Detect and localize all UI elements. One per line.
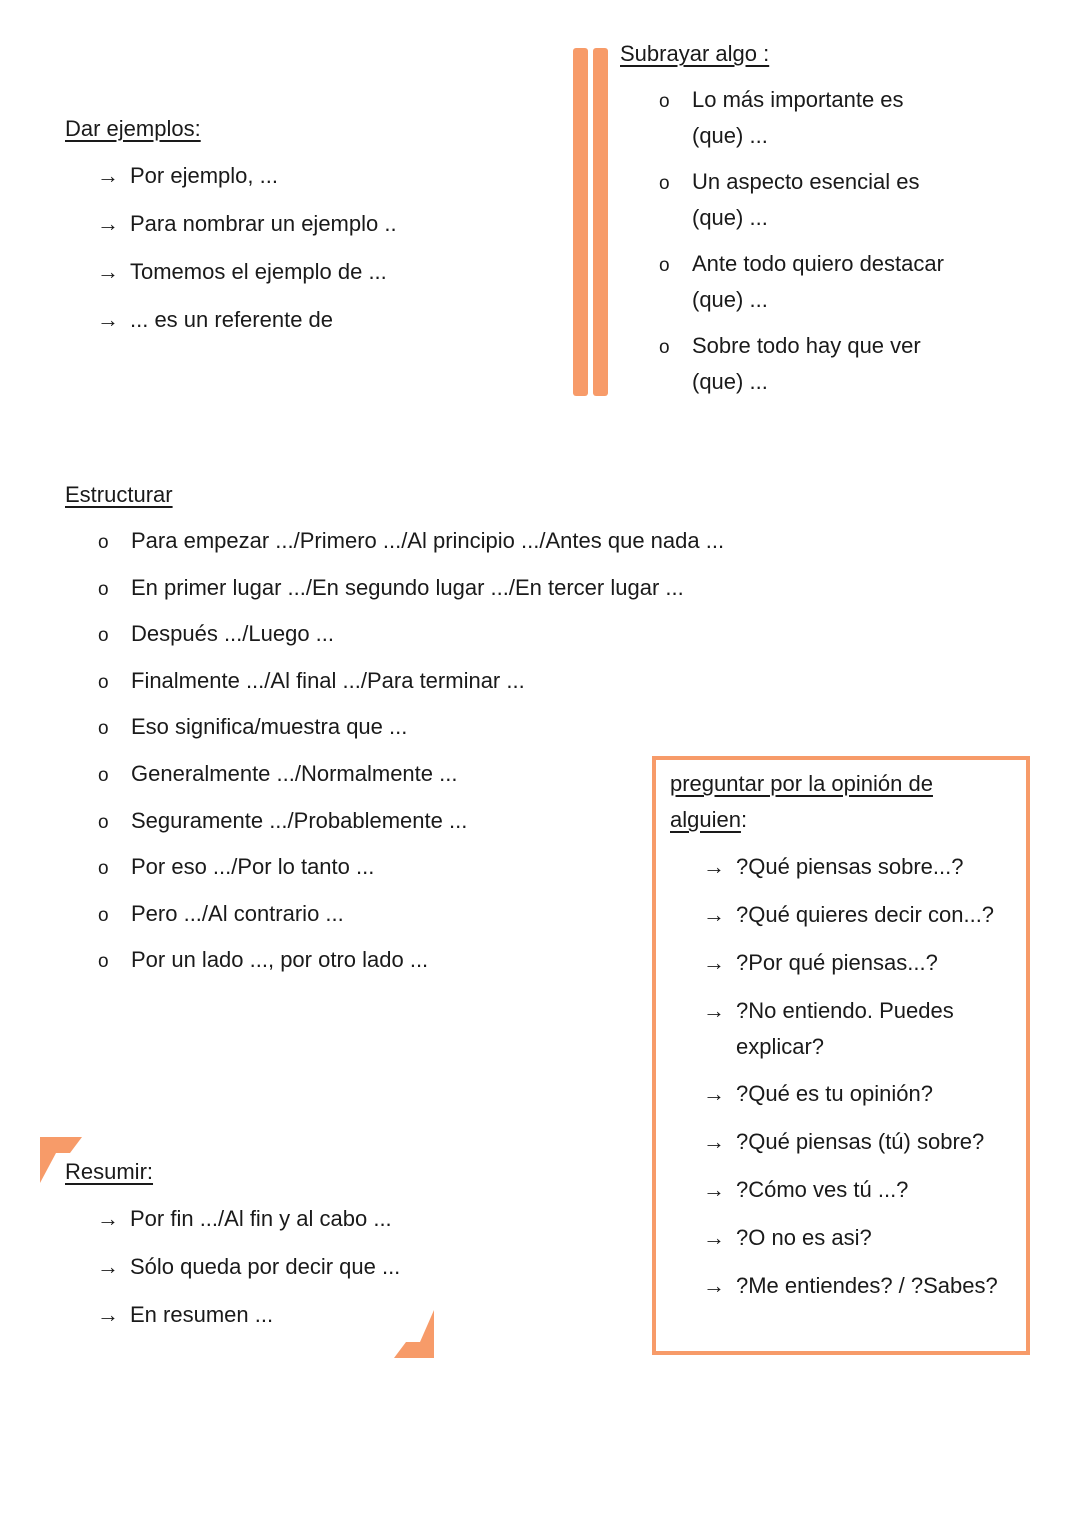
arrow-icon: → [97, 1302, 119, 1327]
list-item-continuation: explicar? [736, 1034, 825, 1059]
bullet-icon: o [98, 951, 109, 972]
bullet-icon: o [98, 625, 109, 646]
arrow-icon: → [97, 259, 119, 284]
bullet-icon: o [98, 718, 109, 739]
list-item: o En primer lugar .../En segundo lugar .../En tercer lugar ... [98, 574, 684, 604]
divider-bar-right [593, 48, 608, 396]
list-item: → ?No entiendo. Puedes [703, 998, 954, 1023]
list-item: → ?O no es asi? [703, 1225, 872, 1250]
list-item-continuation: (que) ... [692, 205, 768, 230]
arrow-icon: → [703, 1273, 725, 1298]
bullet-icon: o [659, 173, 670, 194]
list-item: o Sobre todo hay que ver [659, 332, 921, 362]
list-item: o Seguramente .../Probablemente ... [98, 807, 467, 837]
bullet-icon: o [659, 255, 670, 276]
section-heading-preguntar: preguntar por la opinión de [670, 771, 933, 796]
section-heading-estructurar: Estructurar [65, 482, 173, 507]
bullet-icon: o [98, 858, 109, 879]
list-item-continuation: (que) ... [692, 123, 768, 148]
bullet-icon: o [659, 337, 670, 358]
arrow-icon: → [703, 950, 725, 975]
list-item: o Finalmente .../Al final .../Para terminar ... [98, 667, 525, 697]
arrow-icon: → [703, 1129, 725, 1154]
list-item: → ?Qué piensas (tú) sobre? [703, 1129, 985, 1154]
bullet-icon: o [98, 532, 109, 553]
list-item: o Un aspecto esencial es [659, 168, 919, 198]
list-item: → ?Qué es tu opinión? [703, 1081, 933, 1106]
section-heading-preguntar-cont: alguien: [670, 807, 748, 832]
arrow-icon: → [97, 1206, 119, 1231]
section-heading-subrayar: Subrayar algo : [620, 41, 770, 66]
arrow-icon: → [703, 854, 725, 879]
list-item: o Por un lado ..., por otro lado ... [98, 946, 428, 976]
list-item: o Lo más importante es [659, 86, 904, 116]
bullet-icon: o [98, 672, 109, 693]
list-item: → Por fin .../Al fin y al cabo ... [97, 1206, 392, 1231]
bullet-icon: o [98, 812, 109, 833]
arrow-icon: → [703, 1081, 725, 1106]
bullet-icon: o [659, 91, 670, 112]
list-item: → ?Por qué piensas...? [703, 950, 938, 975]
arrow-icon: → [97, 211, 119, 236]
list-item: → ?Me entiendes? / ?Sabes? [703, 1273, 998, 1298]
arrow-icon: → [703, 1177, 725, 1202]
arrow-icon: → [97, 1254, 119, 1279]
arrow-icon: → [97, 163, 119, 188]
section-heading-dar-ejemplos: Dar ejemplos: [65, 116, 201, 141]
list-item: → Por ejemplo, ... [97, 163, 278, 188]
opinion-box [652, 756, 1030, 1355]
list-item-continuation: (que) ... [692, 369, 768, 394]
arrow-icon: → [703, 902, 725, 927]
list-item: → En resumen ... [97, 1302, 274, 1327]
list-item: → ?Qué piensas sobre...? [703, 854, 964, 879]
list-item: → ?Cómo ves tú ...? [703, 1177, 909, 1202]
bullet-icon: o [98, 765, 109, 786]
list-item: → Sólo queda por decir que ... [97, 1254, 401, 1279]
list-item: o Pero .../Al contrario ... [98, 900, 344, 930]
list-item: o Ante todo quiero destacar [659, 250, 944, 280]
list-item: → Para nombrar un ejemplo .. [97, 211, 397, 236]
list-item: → ?Qué quieres decir con...? [703, 902, 995, 927]
arrow-icon: → [703, 1225, 725, 1250]
list-item: o Eso significa/muestra que ... [98, 713, 407, 743]
bullet-icon: o [98, 905, 109, 926]
arrow-icon: → [97, 307, 119, 332]
section-heading-resumir: Resumir: [65, 1159, 154, 1184]
list-item: o Generalmente .../Normalmente ... [98, 760, 457, 790]
list-item: → Tomemos el ejemplo de ... [97, 259, 387, 284]
list-item: o Por eso .../Por lo tanto ... [98, 853, 374, 883]
list-item-continuation: (que) ... [692, 287, 768, 312]
bullet-icon: o [98, 579, 109, 600]
divider-bar-left [573, 48, 588, 396]
corner-accent-bottom-right-icon [392, 1308, 436, 1360]
list-item: o Después .../Luego ... [98, 620, 334, 650]
list-item: o Para empezar .../Primero .../Al principio .../Antes que nada ... [98, 527, 724, 557]
list-item: → ... es un referente de [97, 307, 334, 332]
arrow-icon: → [703, 998, 725, 1023]
